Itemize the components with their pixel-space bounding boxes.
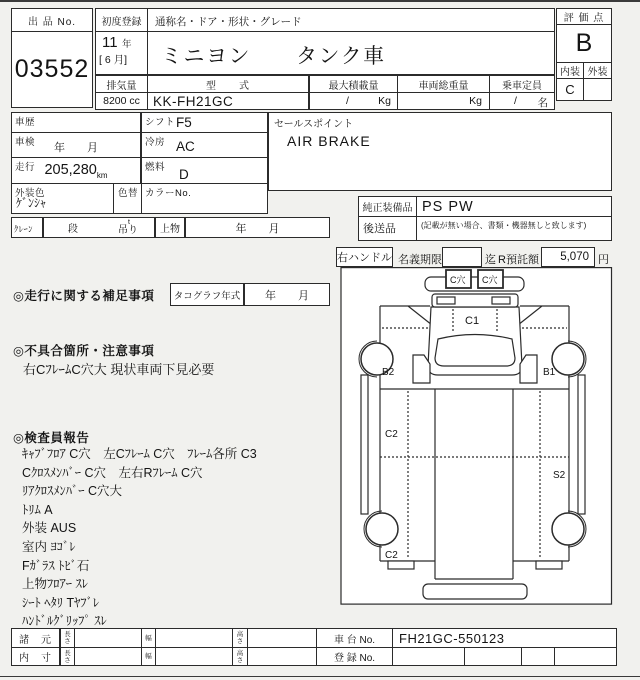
color-no-label: カラーNo. [145,188,192,199]
chassis-no-header [316,628,393,648]
oem-equipment-value: PS PW [422,199,474,215]
tachograph-header [170,283,244,306]
grade-cell [556,24,612,63]
mileage-cell [11,157,141,184]
inspector-report-line: Fｶﾞﾗｽ ﾄﾋﾞ石 [22,558,90,573]
exterior-color-value: ｹﾞﾝｼｬ [16,196,47,210]
diagram-b1-label: B1 [543,367,556,378]
oem-equipment-header [358,196,417,217]
deposit-value-box [541,247,595,267]
interior-value: C [565,82,575,97]
vehicle-name-value: ミニヨン タンク車 [161,45,386,68]
inspection-value: 年 月 [54,142,98,154]
height-label: 高さ [236,631,244,645]
first-registration-header [95,8,148,32]
diagram-c2-rear-label: C2 [385,550,398,561]
registration-no-label: 登 録 No. [333,653,376,664]
inspector-report-line: ﾊﾝﾄﾞﾙｸﾞﾘｯﾌﾟ ｽﾚ [22,614,107,629]
dimensions-label: 諸 元 [19,634,52,646]
inspector-report-line: 外装 AUS [22,521,77,536]
registration-value-cell [392,647,465,666]
gross-weight-cell [397,92,490,110]
inner-dim-label: 内 寸 [19,653,52,664]
sales-point-label: セールスポイント [274,119,354,130]
defect-heading: ◎不具合箇所・注意事項 [13,344,155,358]
deposit-value: 5,070 [560,251,589,263]
exterior-cell [583,78,612,101]
max-load-header [309,75,398,93]
lot-number-header [11,8,93,32]
later-shipment-header [358,216,417,241]
color-change-cell [113,183,142,214]
dimensions-length-header [60,628,75,648]
fuel-cell [141,157,268,184]
name-limit-until: 迄 [485,254,496,266]
bottom-border [0,676,640,677]
inner-dim-row-header [11,647,60,666]
name-limit-value-box [442,247,482,267]
tachograph-cell [244,283,330,306]
capacity-unit: 名 [537,97,548,109]
width-label: 幅 [145,634,152,642]
name-limit-label: 名義期限 [398,254,442,266]
upper-body-value: 年 月 [235,222,280,235]
vehicle-name-label: 通称名・ドア・形状・グレード [155,16,302,28]
later-shipment-label: 後送品 [363,223,396,235]
upper-body-cell [155,217,185,238]
exterior-color-cell [11,183,114,214]
exterior-label: 外装 [587,67,608,78]
chassis-no-label: 車 台 No. [333,634,376,646]
max-load-cell [309,92,398,110]
inspector-report-line: 室内 ﾖｺﾞﾚ [22,539,76,554]
history-label: 車歴 [15,117,36,128]
chassis-no-value: FH21GC-550123 [399,631,505,646]
handle-box [336,247,393,267]
vehicle-name-header [147,8,555,32]
inspection-cell [11,132,141,158]
inspector-report-heading: ◎検査員報告 [13,431,90,445]
displacement-value: 8200 cc [103,95,140,107]
exterior-header [583,62,612,79]
cooling-label: 冷房 [145,137,166,148]
crane-lift-label: t 吊り [118,219,138,236]
gross-weight-header [397,75,490,93]
diagram-c2-label: C2 [385,429,398,440]
crane-cell [11,217,43,238]
inspector-report-line: Cｸﾛｽﾒﾝﾊﾞｰ C穴 左右Rﾌﾚｰﾑ C穴 [22,465,203,480]
registration-value-cell [521,647,555,666]
capacity-cell [489,92,555,110]
displacement-cell [95,92,148,110]
color-change-label: 色替 [118,188,139,199]
first-registration-cell [95,31,148,75]
inner-width-cell [155,647,233,666]
diagram-c1-label: C1 [465,315,480,327]
history-cell [11,112,141,133]
crane-detail-cell [43,217,155,238]
upper-body-label: 上物 [160,224,180,235]
mileage-label: 走行 [15,162,36,173]
upper-body-date-cell [185,217,330,238]
registration-value-cell [554,647,617,666]
diagram-s2-label: S2 [553,470,566,481]
registration-no-header [316,647,393,666]
first-registration-year-suffix: 年 [122,39,132,50]
gross-weight-unit: Kg [469,95,482,107]
grade-header [556,8,612,25]
top-border [0,0,640,2]
sales-point-value: AIR BRAKE [287,133,371,149]
interior-label: 内装 [560,67,580,78]
grade-value: B [575,29,593,57]
capacity-slash: / [514,95,517,107]
defect-text: 右CﾌﾚｰﾑC穴大 現状車両下見必要 [23,362,215,377]
crane-label: ｸﾚｰﾝ [14,224,34,234]
lot-number-cell [11,31,93,108]
fuel-label: 燃料 [145,162,166,173]
sales-point-box [268,112,612,191]
inner-length-cell [74,647,142,666]
lot-number-value: 03552 [14,55,90,83]
max-load-label: 最大積載量 [328,80,379,92]
dimensions-row-header [11,628,60,648]
tachograph-label: タコグラフ年式 [173,290,241,302]
inner-height-header: 高さ [232,647,248,666]
dimensions-width-cell [155,628,233,648]
displacement-header [95,75,148,93]
registration-value-cell [464,647,522,666]
inspector-report-line: ｼｰﾄ ﾍﾀﾘ Tﾔﾌﾞﾚ [22,595,100,610]
length-label: 長さ [64,631,71,645]
crane-stage-label: 段 [68,224,78,235]
inspector-report-line: ﾘｱｸﾛｽﾒﾝﾊﾞｰ C穴大 [22,484,123,499]
first-registration-month: [ 6 月] [99,54,128,66]
grade-label: 評 価 点 [563,13,605,24]
first-registration-label: 初度登録 [101,16,142,28]
shift-value: F5 [176,115,192,130]
first-registration-year: 11 [102,34,118,51]
inner-height-cell [247,647,317,666]
model-label: 型 式 [206,80,250,92]
fuel-value: D [179,167,189,182]
inspector-report-line: ﾄﾘﾑ A [22,502,53,517]
dimensions-height-header [232,628,248,648]
interior-header [556,62,584,79]
shift-label: シフト [145,117,176,128]
lot-number-label: 出 品 No. [27,16,77,28]
shift-cell [141,112,268,133]
deposit-label: R預託額 [498,254,539,266]
inspector-report-list [22,444,257,630]
inspection-label: 車検 [15,137,36,148]
exterior-color-label: 外装色 [15,188,46,199]
vehicle-name-cell [147,31,555,75]
model-value: KK-FH21GC [153,94,234,109]
inner-length-header: 長さ [60,647,75,666]
dimensions-height-cell [247,628,317,648]
capacity-label: 乗車定員 [502,80,542,92]
inspector-report-line: 上物ﾌﾛｱｰ ｽﾚ [22,577,88,592]
dimensions-width-header [141,628,156,648]
cooling-value: AC [176,139,195,154]
chassis-no-cell [392,628,617,648]
handle-label: 右ハンドル [337,252,392,264]
dimensions-length-cell [74,628,142,648]
color-no-cell [141,183,268,214]
mileage-value: 205,280 [44,162,97,179]
tachograph-value: 年 月 [265,289,309,302]
max-load-unit: Kg [378,95,391,107]
gross-weight-label: 車両総重量 [418,80,469,92]
inner-width-header: 幅 [141,647,156,666]
oem-equipment-label: 純正装備品 [362,203,413,214]
max-load-slash: / [346,95,349,107]
model-header [147,75,309,93]
diagram-hole-left-label: C穴 [450,275,466,285]
diagram-b2-label: B2 [382,367,395,378]
mileage-note-heading: ◎走行に関する補足事項 [13,289,155,303]
model-cell [147,92,309,110]
diagram-hole-right-label: C穴 [482,275,498,285]
cooling-cell [141,132,268,158]
capacity-header [489,75,555,93]
later-shipment-cell [416,216,612,241]
displacement-label: 排気量 [106,80,137,92]
mileage-unit: km [96,171,108,180]
interior-cell [556,78,584,101]
vehicle-diagram [340,267,613,605]
inspector-report-line: ｷｬﾌﾞﾌﾛｱ C穴 左Cﾌﾚｰﾑ C穴 ﾌﾚｰﾑ各所 C3 [22,447,257,461]
oem-equipment-cell [416,196,612,217]
deposit-unit: 円 [598,254,609,266]
later-shipment-note: (記載が無い場合、書類・機器無しと致します) [421,221,587,230]
